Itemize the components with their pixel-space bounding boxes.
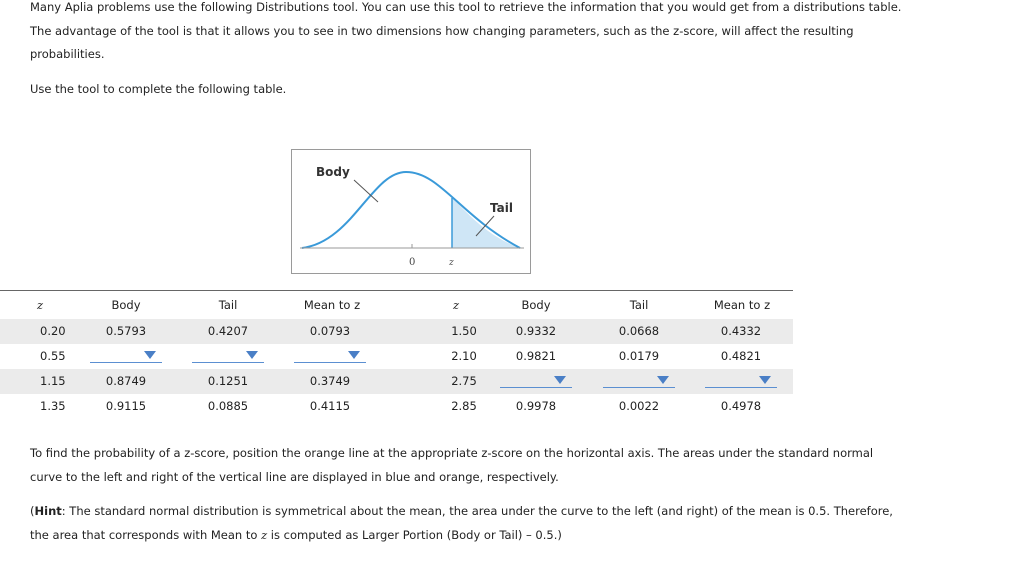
chevron-down-icon [657, 376, 669, 384]
mean-to-z-dropdown[interactable] [705, 372, 777, 391]
z-cell: 1.15 [40, 374, 66, 388]
hint-line-2: the area that corresponds with Mean to z is computed as Larger Portion (Body or Tail) – 0.5.) [30, 527, 562, 542]
mean-to-z-dropdown[interactable] [294, 347, 366, 366]
z-cell: 2.85 [451, 399, 477, 413]
tail-cell: 0.0668 [618, 324, 660, 338]
body-label: Body [316, 165, 350, 179]
z-cell: 2.10 [451, 349, 477, 363]
mean-cell: 0.0793 [309, 324, 351, 338]
tail-cell: 0.0179 [618, 349, 660, 363]
tail-cell: 0.1251 [207, 374, 249, 388]
note-line-2: curve to the left and right of the vertical line are displayed in blue and orange, respectively. [30, 469, 559, 484]
intro-line-3: probabilities. [30, 47, 105, 61]
hint-note [30, 500, 990, 547]
header-tail-left: Tail [218, 298, 238, 312]
header-z-right: z [452, 298, 460, 312]
instruction-text: Use the tool to complete the following table. [30, 82, 287, 96]
body-cell: 0.9332 [515, 324, 557, 338]
body-cell: 0.8749 [105, 374, 147, 388]
mean-cell: 0.4821 [720, 349, 762, 363]
hint-line-1: (Hint: The standard normal distribution is symmetrical about the mean, the area under the curve to the left (and right) of the mean is 0.5. Therefore, [30, 504, 893, 518]
normal-distribution-figure [291, 149, 531, 274]
table-row [0, 369, 793, 394]
normal-curve-graphic [292, 150, 532, 275]
body-cell: 0.9978 [515, 399, 557, 413]
intro-line-2: The advantage of the tool is that it allows you to see in two dimensions how changing parameters, such as the z-score, will affect the resulting [30, 23, 854, 38]
z-label: z [449, 258, 454, 268]
zero-label: 0 [409, 257, 416, 268]
tail-dropdown[interactable] [603, 372, 675, 391]
z-cell: 0.20 [40, 324, 66, 338]
body-dropdown[interactable] [90, 347, 162, 366]
hint-label: Hint [34, 504, 62, 518]
tail-cell: 0.0022 [618, 399, 660, 413]
body-cell: 0.5793 [105, 324, 147, 338]
z-cell: 1.35 [40, 399, 66, 413]
table-row [0, 394, 793, 419]
mean-cell: 0.4978 [720, 399, 762, 413]
header-tail-right: Tail [629, 298, 649, 312]
table-header-row [0, 293, 793, 318]
header-body-left: Body [111, 298, 141, 312]
tail-label: Tail [490, 201, 513, 215]
chevron-down-icon [348, 351, 360, 359]
tail-cell: 0.4207 [207, 324, 249, 338]
chevron-down-icon [554, 376, 566, 384]
header-mean-left: Mean to z [303, 298, 361, 312]
z-table [0, 290, 793, 413]
note-line-1: To find the probability of a z-score, position the orange line at the appropriate z-score on the horizontal axis. The areas under the standard normal [30, 446, 874, 460]
intro-text [30, 0, 990, 67]
body-dropdown[interactable] [500, 372, 572, 391]
z-cell: 1.50 [451, 324, 477, 338]
mean-cell: 0.4115 [309, 399, 351, 413]
header-body-right: Body [521, 298, 551, 312]
table-row [0, 344, 793, 369]
chevron-down-icon [246, 351, 258, 359]
chevron-down-icon [144, 351, 156, 359]
header-z-left: z [36, 298, 44, 312]
mean-cell: 0.3749 [309, 374, 351, 388]
body-cell: 0.9115 [105, 399, 147, 413]
table-row [0, 319, 793, 344]
body-cell: 0.9821 [515, 349, 557, 363]
chevron-down-icon [759, 376, 771, 384]
instructions-note [30, 442, 930, 489]
intro-line-1: Many Aplia problems use the following Distributions tool. You can use this tool to retrieve the information that you would get from a distributions table. [30, 0, 902, 14]
z-cell: 2.75 [451, 374, 477, 388]
header-mean-right: Mean to z [713, 298, 771, 312]
z-cell: 0.55 [40, 349, 66, 363]
mean-cell: 0.4332 [720, 324, 762, 338]
tail-cell: 0.0885 [207, 399, 249, 413]
tail-dropdown[interactable] [192, 347, 264, 366]
